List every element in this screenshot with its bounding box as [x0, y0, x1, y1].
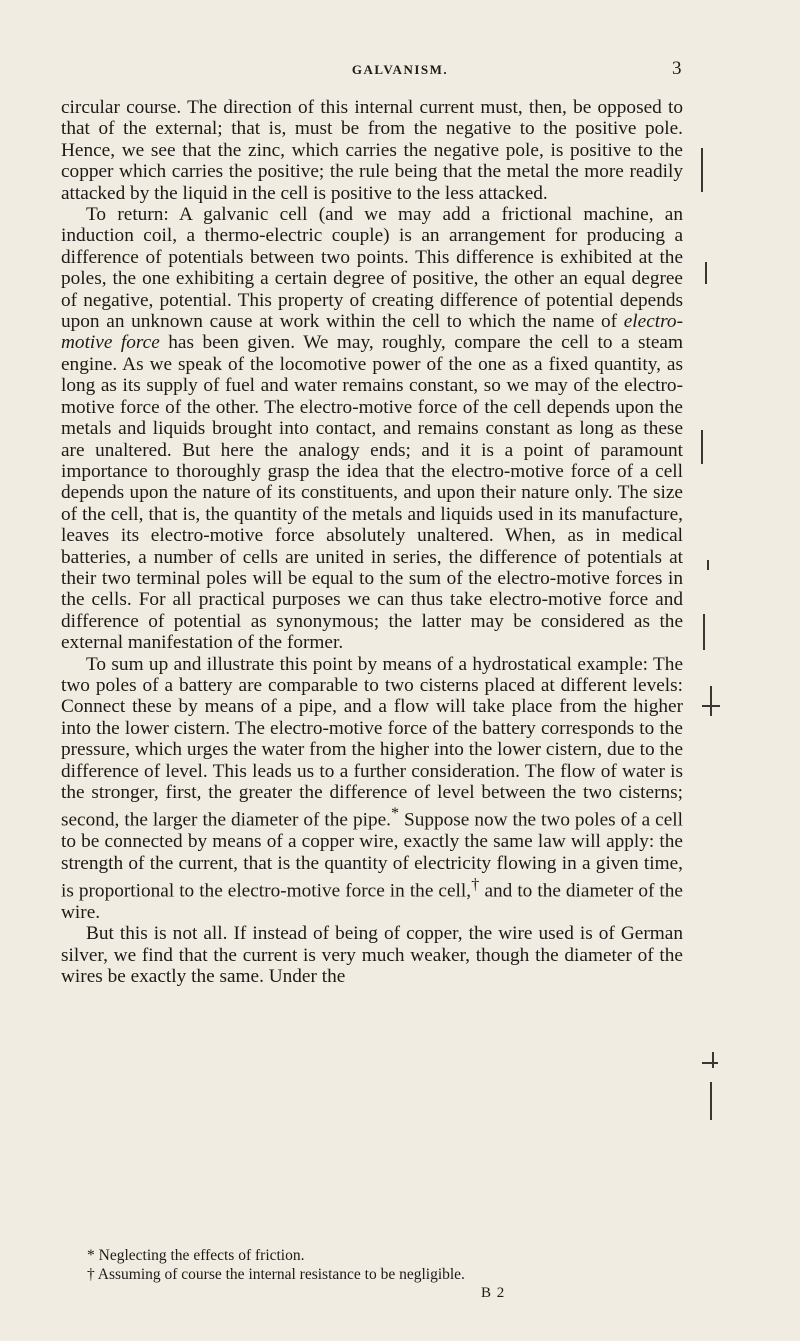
paragraph-3-part-a: To sum up and illustrate this point by means of a hydrostatical example: The two poles of a battery are comparable to two cisterns placed at different levels: Connect these by means of a pipe, and a flow will take place from the higher into the lower cistern. The electro-motive force of the battery corresponds to the pressure, which urges the water from the higher into the lower cistern, due to the difference of level. This leads us to a further consideration. The flow of water is the stronger, first, the greater the difference of level between the two cisterns; second, the larger the diameter of the pipe. — [61, 653, 683, 831]
margin-mark-3 — [701, 430, 703, 464]
margin-mark-7 — [702, 705, 720, 707]
paragraph-4: But this is not all. If instead of being of copper, the wire used is of German silver, we find that the current is very much weaker, though the diameter of the wires be exactly the same. Under the — [61, 923, 683, 988]
footnote-ref-dagger: † — [471, 876, 480, 894]
paragraph-2-part-b: has been given. We may, roughly, compare the cell to a steam engine. As we speak of the locomotive power of the one as a fixed quantity, as long as its supply of fuel and water remains constant, so we may of the electro-motive force of the other. The electro-motive force of the cell depends upon the metals and liquids brought into contact, and remains constant as long as these are unaltered. But here the analogy ends; and it is a point of paramount importance to thoroughly grasp the idea that the electro-motive force of a cell depends upon the nature of its constituents, and upon their nature only. The size of the cell, that is, the quantity of the metals and liquids used in its manufacture, leaves its electro-motive force absolutely unaltered. When, as in medical batteries, a number of cells are united in series, the difference of potentials at their two terminal poles will be equal to the sum of the electro-motive forces in the cells. For all practical purposes we can thus take electro-motive force and difference of potential as synonymous; the latter may be considered as the external manifestation of the former. — [61, 332, 683, 654]
body-text — [61, 97, 683, 988]
running-title: GALVANISM. — [351, 62, 449, 77]
paragraph-3-part-c: and to the diameter of the wire. — [61, 880, 683, 923]
footnotes — [61, 1246, 683, 1284]
margin-mark-1 — [701, 148, 703, 192]
running-head — [0, 58, 800, 82]
footnote-2: † Assuming of course the internal resistance to be negligible. — [87, 1266, 465, 1283]
footnote-ref-asterisk: * — [390, 805, 400, 823]
paragraph-3-part-b: Suppose now the two poles of a cell to be connected by means of a copper wire, exactly the same law will apply: the strength of the current, that is the quantity of electricity flowing in a given time, is proportional to the electro-motive force in the cell, — [61, 809, 683, 902]
electro-motive-force-term: electro-motive force — [61, 311, 683, 354]
margin-mark-10 — [710, 1082, 712, 1120]
margin-mark-8 — [712, 1052, 714, 1068]
footnote-1: * Neglecting the effects of friction. — [87, 1247, 305, 1264]
paragraph-3 — [61, 654, 683, 924]
paragraph-2-part-a: To return: A galvanic cell (and we may add a frictional machine, an induction coil, a thermo-electric couple) is an arrangement for producing a difference of potentials between two points. This difference is exhibited at the poles, the one exhibiting a certain degree of positive, the other an equal degree of negative, potential. This property of creating difference of potential depends upon an unknown cause at work within the cell to which the name of — [61, 204, 683, 333]
margin-mark-2 — [705, 262, 707, 284]
margin-mark-9 — [702, 1062, 718, 1064]
signature-mark: B 2 — [481, 1285, 506, 1301]
page-number: 3 — [672, 58, 682, 79]
paragraph-2 — [61, 204, 683, 654]
paragraph-1: circular course. The direction of this internal current must, then, be opposed to that of the external; that is, must be from the negative to the positive pole. Hence, we see that the zinc, which carries the negative pole, is positive to the copper which carries the positive; the rule being that the metal the more readily attacked by the liquid in the cell is positive to the less attacked. — [61, 97, 683, 204]
margin-mark-4 — [707, 560, 709, 570]
margin-mark-6 — [710, 686, 712, 716]
margin-mark-5 — [703, 614, 705, 650]
